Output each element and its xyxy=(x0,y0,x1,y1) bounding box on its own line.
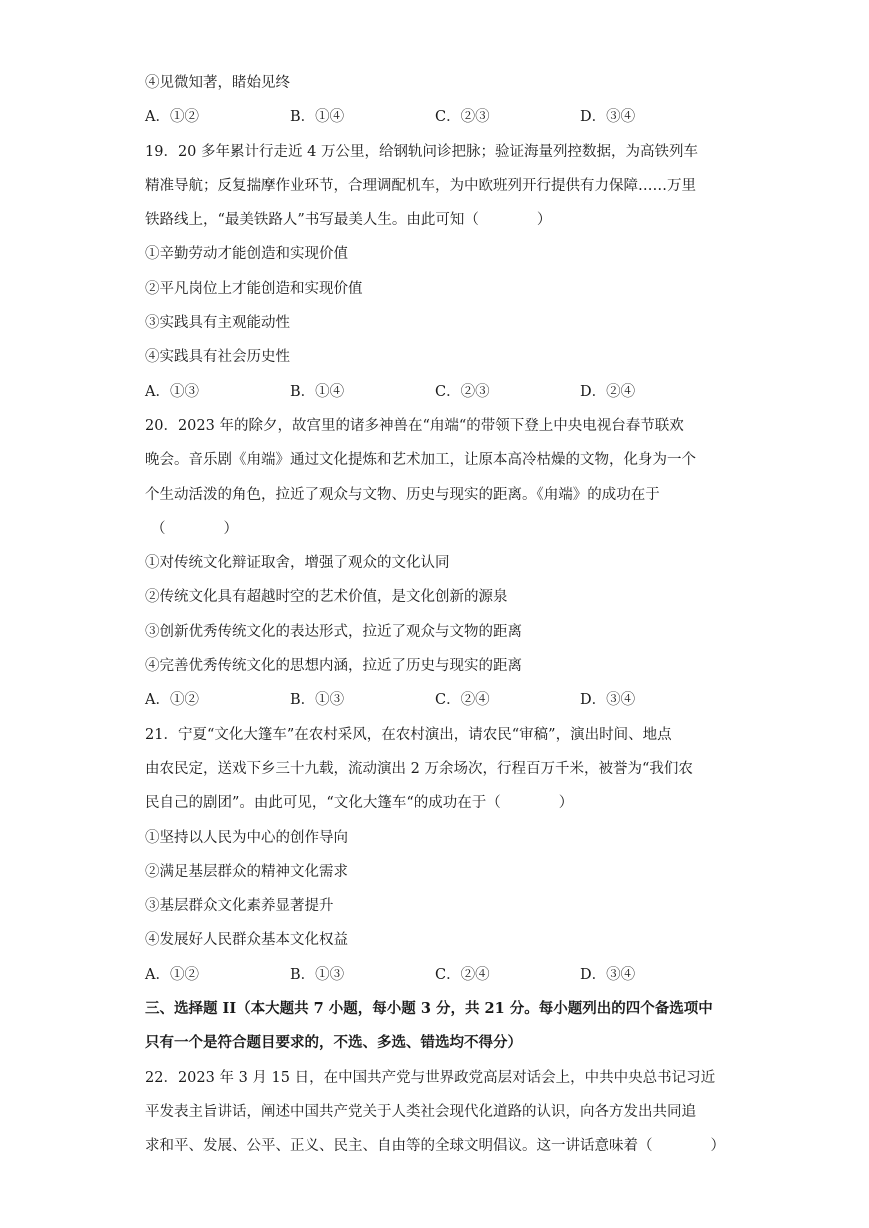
q21-stem-line-3: 民自己的剧团”。由此可见，“文化大篷车“的成功在于（ ） xyxy=(145,795,574,812)
q19-option-d: D．②④ xyxy=(580,383,636,400)
q20-stem-line-2: 晚会。音乐剧《甪端》通过文化提炼和艺术加工，让原本高冷枯燥的文物，化身为一个 xyxy=(145,452,696,469)
q19-option-a: A．①③ xyxy=(145,383,199,400)
q19-stem-line-3: 铁路线上，“最美铁路人”书写最美人生。由此可知（ ） xyxy=(145,212,552,229)
q21-stem-line-1: 21．宁夏“文化大篷车”在农村采风，在农村演出，请农民“审稿”，演出时间、地点 xyxy=(145,726,672,743)
q19-item-3: ③实践具有主观能动性 xyxy=(145,315,290,332)
section-3-heading-line-2: 只有一个是符合题目要求的，不选、多选、错选均不得分） xyxy=(145,1034,522,1052)
q22-stem-line-1: 22．2023 年 3 月 15 日，在中国共产党与世界政党高层对话会上，中共中央总书记习近 xyxy=(145,1069,716,1086)
q18-item-4: ④见微知著，睹始见终 xyxy=(145,75,290,91)
q20-option-b: B．①③ xyxy=(290,692,345,709)
q21-item-4: ④发展好人民群众基本文化权益 xyxy=(145,932,348,949)
q22-stem-line-3: 求和平、发展、公平、正义、民主、自由等的全球文明倡议。这一讲话意味着（ ） xyxy=(145,1138,725,1155)
q20-options xyxy=(145,683,725,717)
section-3-heading-line-1: 三、选择题 II（本大题共 7 小题，每小题 3 分，共 21 分。每小题列出的四个备选项中 xyxy=(145,1000,713,1018)
q19-item-2: ②平凡岗位上才能创造和实现价值 xyxy=(145,280,363,297)
q21-option-d: D．③④ xyxy=(580,966,636,983)
q20-item-4: ④完善优秀传统文化的思想内涵，拉近了历史与现实的距离 xyxy=(145,658,522,675)
q20-item-1: ①对传统文化辩证取舍，增强了观众的文化认同 xyxy=(145,555,450,572)
q21-item-3: ③基层群众文化素养显著提升 xyxy=(145,898,334,915)
q21-option-c: C．②④ xyxy=(435,966,490,983)
exam-page xyxy=(145,66,725,1164)
q20-stem-line-4: （ ） xyxy=(151,520,238,537)
q18-options xyxy=(145,100,725,134)
q20-stem-line-3: 个生动活泼的角色，拉近了观众与文物、历史与现实的距离。《甪端》的成功在于 xyxy=(145,486,660,503)
q20-item-2: ②传统文化具有超越时空的艺术价值，是文化创新的源泉 xyxy=(145,589,508,606)
q20-stem-line-1: 20．2023 年的除夕，故宫里的诸多神兽在“甪端“的带领下登上中央电视台春节联欢 xyxy=(145,417,684,434)
q22-stem-line-2: 平发表主旨讲话，阐述中国共产党关于人类社会现代化道路的认识，向各方发出共同追 xyxy=(145,1103,696,1120)
q21-item-2: ②满足基层群众的精神文化需求 xyxy=(145,863,348,880)
q18-option-c: C．②③ xyxy=(435,109,490,126)
q20-option-d: D．③④ xyxy=(580,692,636,709)
q19-option-b: B．①④ xyxy=(290,383,345,400)
q19-option-c: C．②③ xyxy=(435,383,490,400)
q21-options xyxy=(145,958,725,992)
q20-item-3: ③创新优秀传统文化的表达形式，拉近了观众与文物的距离 xyxy=(145,623,522,640)
q21-option-a: A．①② xyxy=(145,966,199,983)
q19-options xyxy=(145,375,725,409)
q19-item-4: ④实践具有社会历史性 xyxy=(145,349,290,366)
q20-option-c: C．②④ xyxy=(435,692,490,709)
q20-option-a: A．①② xyxy=(145,692,199,709)
q19-stem-line-2: 精准导航；反复揣摩作业环节，合理调配机车，为中欧班列开行提供有力保障……万里 xyxy=(145,177,696,194)
q21-option-b: B．①③ xyxy=(290,966,345,983)
q18-option-b: B．①④ xyxy=(290,109,345,126)
q18-option-d: D．③④ xyxy=(580,109,636,126)
q21-stem-line-2: 由农民定，送戏下乡三十九载，流动演出 2 万余场次，行程百万千米，被誉为“我们农 xyxy=(145,760,693,777)
q19-stem-line-1: 19．20 多年累计行走近 4 万公里，给钢轨问诊把脉；验证海量列控数据，为高铁列车 xyxy=(145,143,698,160)
q21-item-1: ①坚持以人民为中心的创作导向 xyxy=(145,829,348,846)
q18-option-a: A．①② xyxy=(145,109,199,126)
q19-item-1: ①辛勤劳动才能创造和实现价值 xyxy=(145,246,348,263)
